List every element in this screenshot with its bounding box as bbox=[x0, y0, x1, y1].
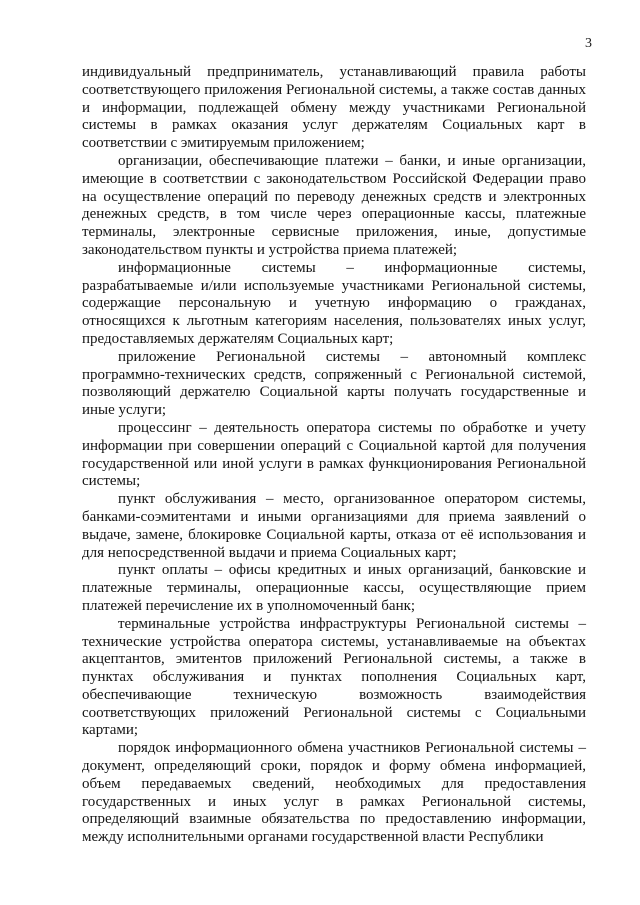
paragraph-continuation: индивидуальный предприниматель, устанавливающий правила работы соответствующего приложения Региональной системы, а также состав данных и информации, подлежащей обмену между участниками Региональной системы в рамках оказания услуг держателям Социальных карт в соответствии с эмитируемым приложением; bbox=[82, 64, 586, 152]
paragraph-payment-point: пункт оплаты – офисы кредитных и иных организаций, банковские и платежные терминалы, операционные кассы, осуществляющие прием платежей перечисление их в уполномоченный банк; bbox=[82, 562, 586, 614]
paragraph-information-systems: информационные системы – информационные системы, разрабатываемые и/или используемые участниками Региональной системы, содержащие персональную и учетную информацию о гражданах, относящихся к льготным категориям населения, пользователях иных услуг, предоставляемых держателям Социальных карт; bbox=[82, 259, 586, 347]
paragraph-payment-organizations: организации, обеспечивающие платежи – банки, и иные организации, имеющие в соответствии с законодательством Российской Федерации право на осуществление операций по переводу денежных средств и электронных денежных средств, в том числе через операционные кассы, платежные терминалы, электронные сервисные приложения, иные, допустимые законодательством пункты и устройства приема платежей; bbox=[82, 152, 586, 258]
paragraph-information-exchange: порядок информационного обмена участников Региональной системы – документ, определяющий сроки, порядок и форму обмена информацией, объем передаваемых сведений, необходимых для предоставления государственных и иных услуг в рамках Региональной системы, определяющий взаимные обязательства по предоставлению информации, между исполнительными органами государственной власти Республики bbox=[82, 740, 586, 846]
paragraph-regional-system-application: приложение Региональной системы – автономный комплекс программно-технических средств, сопряженный с Региональной системой, позволяющий держателю Социальной карты получать государственные и иные услуги; bbox=[82, 348, 586, 419]
document-body bbox=[82, 64, 586, 847]
paragraph-processing: процессинг – деятельность оператора системы по обработке и учету информации при совершении операций с Социальной картой для получения государственной или иной услуги в рамках функционирования Региональной системы; bbox=[82, 419, 586, 490]
paragraph-service-point: пункт обслуживания – место, организованное оператором системы, банками-соэмитентами и иными организациями для приема заявлений о выдаче, замене, блокировке Социальной карты, отказа от её использования и для непосредственной выдачи и приема Социальных карт; bbox=[82, 491, 586, 561]
page-number: 3 bbox=[585, 36, 592, 51]
paragraph-terminal-devices: терминальные устройства инфраструктуры Региональной системы – технические устройства оператора системы, устанавливаемые на объектах акцептантов, эмитентов приложений Региональной системы, а также в пунктах обслуживания и пунктах пополнения Социальных карт, обеспечивающие техническую возможность взаимодействия соответствующих приложений Региональной системы с Социальными картами; bbox=[82, 615, 586, 739]
